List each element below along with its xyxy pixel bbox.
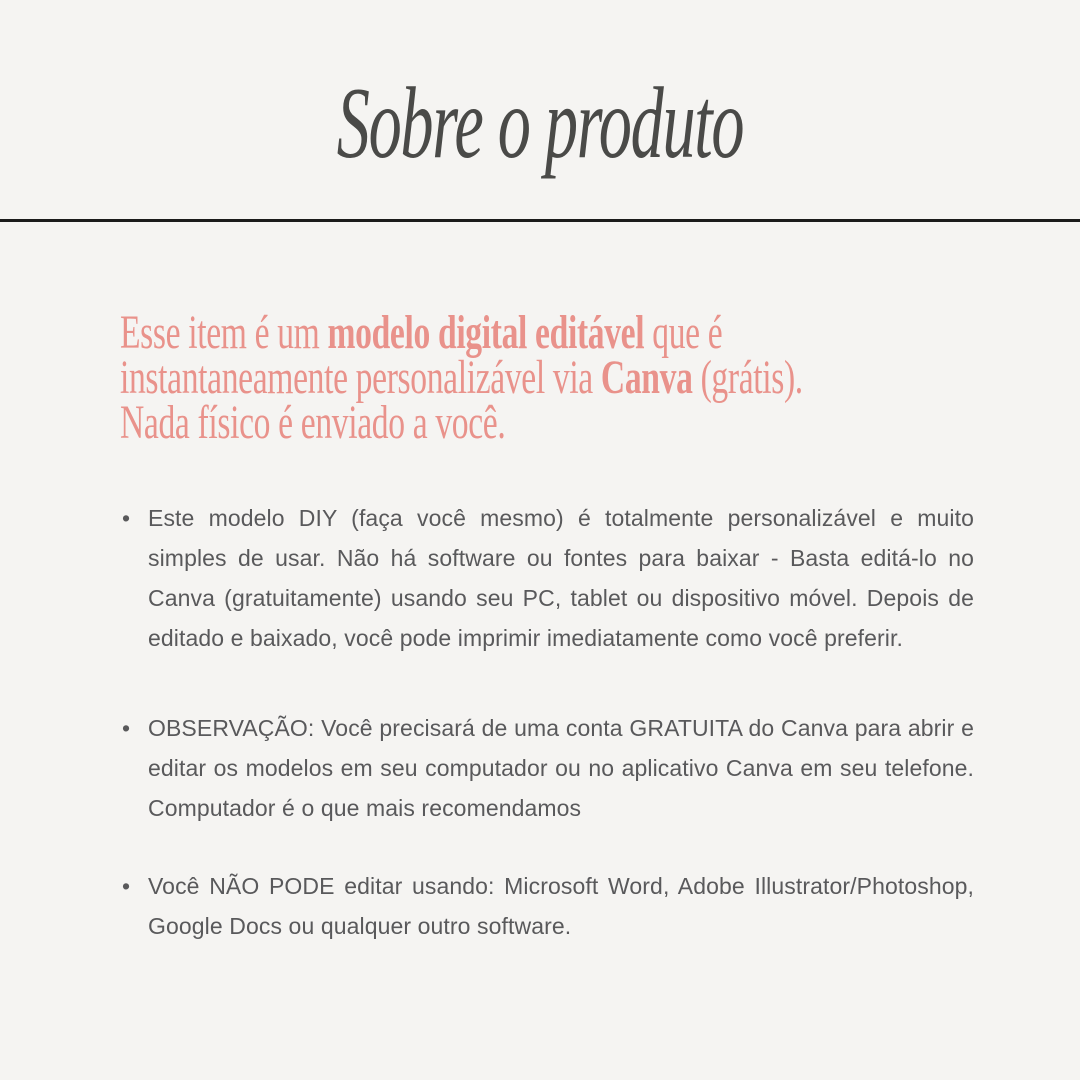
intro-bold-segment: modelo digital editável [327, 306, 645, 359]
list-item [122, 708, 974, 828]
intro-bold-segment: Canva [600, 351, 693, 404]
bullet-text: Você NÃO PODE editar usando: Microsoft Word, Adobe Illustrator/Photoshop, Google Docs ou qualquer outro software. [148, 873, 974, 939]
bullet-icon: • [122, 873, 131, 899]
page-title: Sobre o produto [336, 67, 744, 180]
intro-text-segment: Esse item é um [120, 306, 328, 359]
list-item [122, 498, 974, 658]
intro-line-1 [120, 306, 803, 359]
intro-paragraph [120, 306, 803, 449]
intro-text-segment: (grátis). [692, 351, 803, 404]
intro-text-segment: que é [644, 306, 723, 359]
bullet-icon: • [122, 715, 131, 741]
bullet-text: OBSERVAÇÃO: Você precisará de uma conta GRATUITA do Canva para abrir e editar os modelos em seu computador ou no aplicativo Canva em seu telefone. Computador é o que mais recomendamos [148, 715, 974, 821]
intro-text-segment: instantaneamente personalizável via [120, 351, 601, 404]
header-divider [0, 219, 1080, 222]
intro-text-segment: Nada físico é enviado a você. [120, 396, 506, 449]
bullet-icon: • [122, 505, 131, 531]
list-item [122, 866, 974, 946]
intro-line-3 [120, 396, 803, 449]
intro-line-2 [120, 351, 803, 404]
bullet-list [122, 498, 974, 946]
bullet-text: Este modelo DIY (faça você mesmo) é totalmente personalizável e muito simples de usar. Não há software ou fontes para baixar - Basta editá-lo no Canva (gratuitamente) usando seu PC, tablet ou dispositivo móvel. Depois de editado e baixado, você pode imprimir imediatamente como você preferir. [148, 505, 974, 651]
